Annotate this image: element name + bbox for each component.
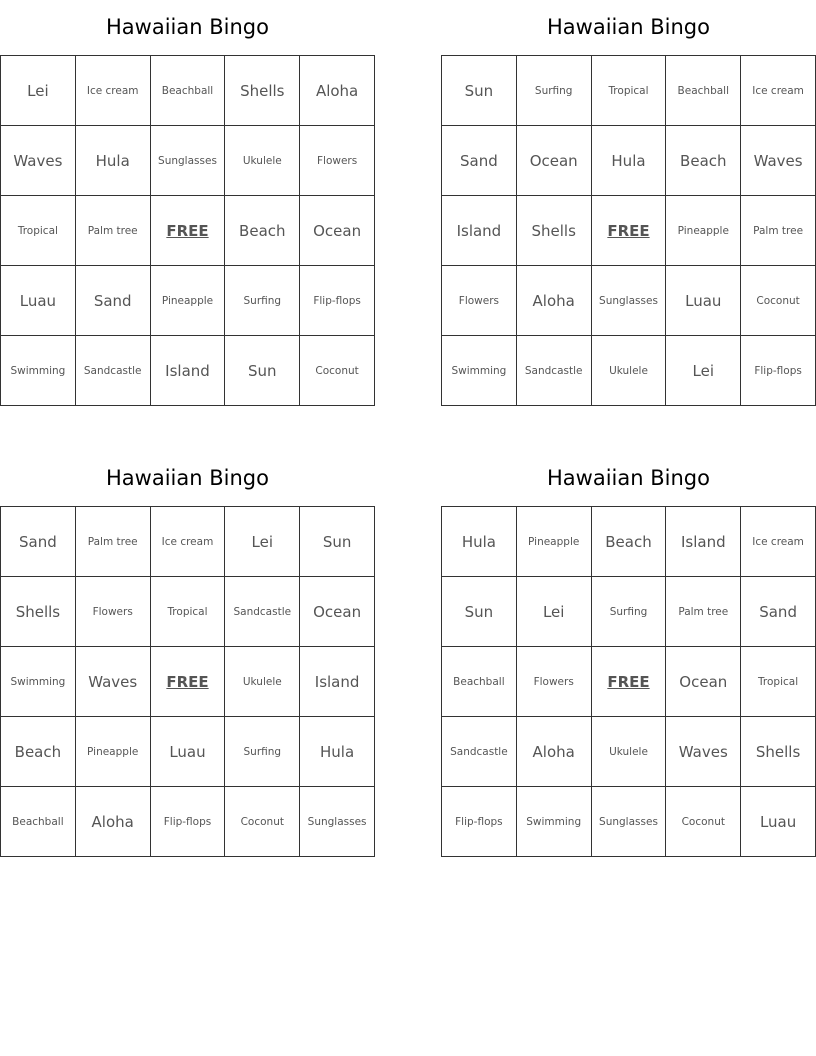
- bingo-cell: Beachball: [666, 56, 741, 126]
- bingo-cell: Surfing: [225, 266, 300, 336]
- bingo-row: [442, 196, 816, 266]
- bingo-cell: Aloha: [516, 717, 591, 787]
- bingo-cell: Flip-flops: [442, 787, 517, 857]
- bingo-cell: Island: [442, 196, 517, 266]
- bingo-cell: Sand: [1, 507, 76, 577]
- bingo-cell: Ice cream: [741, 56, 816, 126]
- bingo-row: [442, 56, 816, 126]
- bingo-cell: Ukulele: [225, 647, 300, 717]
- bingo-cell: Tropical: [741, 647, 816, 717]
- bingo-cell: Palm tree: [741, 196, 816, 266]
- bingo-cell: Sand: [442, 126, 517, 196]
- bingo-cell: Waves: [1, 126, 76, 196]
- card-title: Hawaiian Bingo: [106, 466, 269, 490]
- bingo-cell: Sun: [442, 56, 517, 126]
- bingo-cell: Aloha: [300, 56, 375, 126]
- bingo-cell: Hula: [75, 126, 150, 196]
- bingo-cell: Island: [300, 647, 375, 717]
- bingo-cell: Island: [150, 336, 225, 406]
- bingo-cell: Tropical: [150, 577, 225, 647]
- bingo-cell: Hula: [300, 717, 375, 787]
- bingo-row: [1, 196, 375, 266]
- bingo-cell: Ukulele: [591, 336, 666, 406]
- bingo-cell: Beachball: [1, 787, 76, 857]
- free-space-cell: FREE: [591, 196, 666, 266]
- bingo-cell: Ocean: [300, 577, 375, 647]
- bingo-cell: Luau: [150, 717, 225, 787]
- bingo-cell: Palm tree: [75, 507, 150, 577]
- bingo-row: [442, 266, 816, 336]
- bingo-row: [442, 647, 816, 717]
- bingo-cell: Hula: [442, 507, 517, 577]
- bingo-cell: Lei: [225, 507, 300, 577]
- bingo-cell: Ocean: [516, 126, 591, 196]
- bingo-cell: Coconut: [300, 336, 375, 406]
- bingo-cell: Beach: [1, 717, 76, 787]
- bingo-row: [442, 336, 816, 406]
- bingo-cell: Ukulele: [591, 717, 666, 787]
- bingo-cell: Surfing: [591, 577, 666, 647]
- bingo-cell: Beach: [225, 196, 300, 266]
- bingo-row: [1, 507, 375, 577]
- bingo-grid: [0, 506, 375, 857]
- bingo-cell: Aloha: [75, 787, 150, 857]
- bingo-cell: Ocean: [300, 196, 375, 266]
- bingo-cell: Luau: [1, 266, 76, 336]
- bingo-row: [1, 126, 375, 196]
- bingo-cell: Sunglasses: [591, 787, 666, 857]
- bingo-cell: Sunglasses: [150, 126, 225, 196]
- bingo-cell: Lei: [516, 577, 591, 647]
- bingo-cell: Flip-flops: [150, 787, 225, 857]
- bingo-row: [442, 577, 816, 647]
- bingo-cell: Tropical: [1, 196, 76, 266]
- bingo-cell: Sandcastle: [442, 717, 517, 787]
- bingo-cell: Swimming: [442, 336, 517, 406]
- bingo-cell: Ice cream: [150, 507, 225, 577]
- bingo-cell: Coconut: [666, 787, 741, 857]
- bingo-card-2: [441, 0, 816, 406]
- bingo-grid: [441, 506, 816, 857]
- bingo-cell: Ukulele: [225, 126, 300, 196]
- bingo-cell: Flip-flops: [300, 266, 375, 336]
- bingo-card-1: [0, 0, 375, 406]
- bingo-cell: Luau: [741, 787, 816, 857]
- bingo-row: [1, 336, 375, 406]
- bingo-cell: Beach: [591, 507, 666, 577]
- bingo-cell: Waves: [741, 126, 816, 196]
- free-space-cell: FREE: [591, 647, 666, 717]
- bingo-cell: Swimming: [516, 787, 591, 857]
- bingo-cell: Sun: [442, 577, 517, 647]
- bingo-grid: [441, 55, 816, 406]
- bingo-cell: Flip-flops: [741, 336, 816, 406]
- bingo-cell: Tropical: [591, 56, 666, 126]
- bingo-cell: Island: [666, 507, 741, 577]
- bingo-cell: Beachball: [442, 647, 517, 717]
- bingo-row: [442, 787, 816, 857]
- bingo-cell: Shells: [225, 56, 300, 126]
- bingo-cell: Pineapple: [75, 717, 150, 787]
- bingo-cell: Swimming: [1, 647, 76, 717]
- bingo-cell: Flowers: [516, 647, 591, 717]
- bingo-cell: Hula: [591, 126, 666, 196]
- bingo-cell: Sunglasses: [591, 266, 666, 336]
- bingo-cell: Swimming: [1, 336, 76, 406]
- free-space-cell: FREE: [150, 647, 225, 717]
- bingo-cell: Sun: [300, 507, 375, 577]
- bingo-cell: Coconut: [741, 266, 816, 336]
- bingo-cell: Flowers: [300, 126, 375, 196]
- bingo-cell: Aloha: [516, 266, 591, 336]
- bingo-cell: Pineapple: [150, 266, 225, 336]
- bingo-cell: Sand: [75, 266, 150, 336]
- bingo-cell: Flowers: [75, 577, 150, 647]
- bingo-cell: Shells: [1, 577, 76, 647]
- bingo-row: [1, 647, 375, 717]
- bingo-cell: Lei: [666, 336, 741, 406]
- bingo-row: [1, 577, 375, 647]
- bingo-row: [1, 787, 375, 857]
- bingo-cell: Beachball: [150, 56, 225, 126]
- bingo-cell: Surfing: [516, 56, 591, 126]
- bingo-cell: Waves: [75, 647, 150, 717]
- bingo-row: [442, 717, 816, 787]
- bingo-cell: Surfing: [225, 717, 300, 787]
- bingo-cell: Shells: [741, 717, 816, 787]
- bingo-cell: Ocean: [666, 647, 741, 717]
- free-space-cell: FREE: [150, 196, 225, 266]
- card-title: Hawaiian Bingo: [547, 15, 710, 39]
- bingo-cell: Pineapple: [516, 507, 591, 577]
- bingo-cell: Beach: [666, 126, 741, 196]
- bingo-row: [1, 717, 375, 787]
- bingo-grid: [0, 55, 375, 406]
- bingo-cell: Sandcastle: [225, 577, 300, 647]
- bingo-row: [442, 507, 816, 577]
- bingo-cell: Sandcastle: [75, 336, 150, 406]
- bingo-cell: Ice cream: [75, 56, 150, 126]
- card-title: Hawaiian Bingo: [547, 466, 710, 490]
- bingo-row: [1, 56, 375, 126]
- bingo-card-3: [0, 451, 375, 857]
- bingo-cell: Sand: [741, 577, 816, 647]
- bingo-cell: Palm tree: [666, 577, 741, 647]
- bingo-cell: Sandcastle: [516, 336, 591, 406]
- bingo-cell: Ice cream: [741, 507, 816, 577]
- bingo-cell: Waves: [666, 717, 741, 787]
- bingo-cell: Lei: [1, 56, 76, 126]
- bingo-row: [1, 266, 375, 336]
- bingo-cell: Palm tree: [75, 196, 150, 266]
- bingo-cell: Coconut: [225, 787, 300, 857]
- card-title: Hawaiian Bingo: [106, 15, 269, 39]
- bingo-row: [442, 126, 816, 196]
- bingo-cell: Shells: [516, 196, 591, 266]
- bingo-cell: Pineapple: [666, 196, 741, 266]
- bingo-card-4: [441, 451, 816, 857]
- bingo-cell: Flowers: [442, 266, 517, 336]
- bingo-cell: Sunglasses: [300, 787, 375, 857]
- bingo-cell: Luau: [666, 266, 741, 336]
- bingo-cell: Sun: [225, 336, 300, 406]
